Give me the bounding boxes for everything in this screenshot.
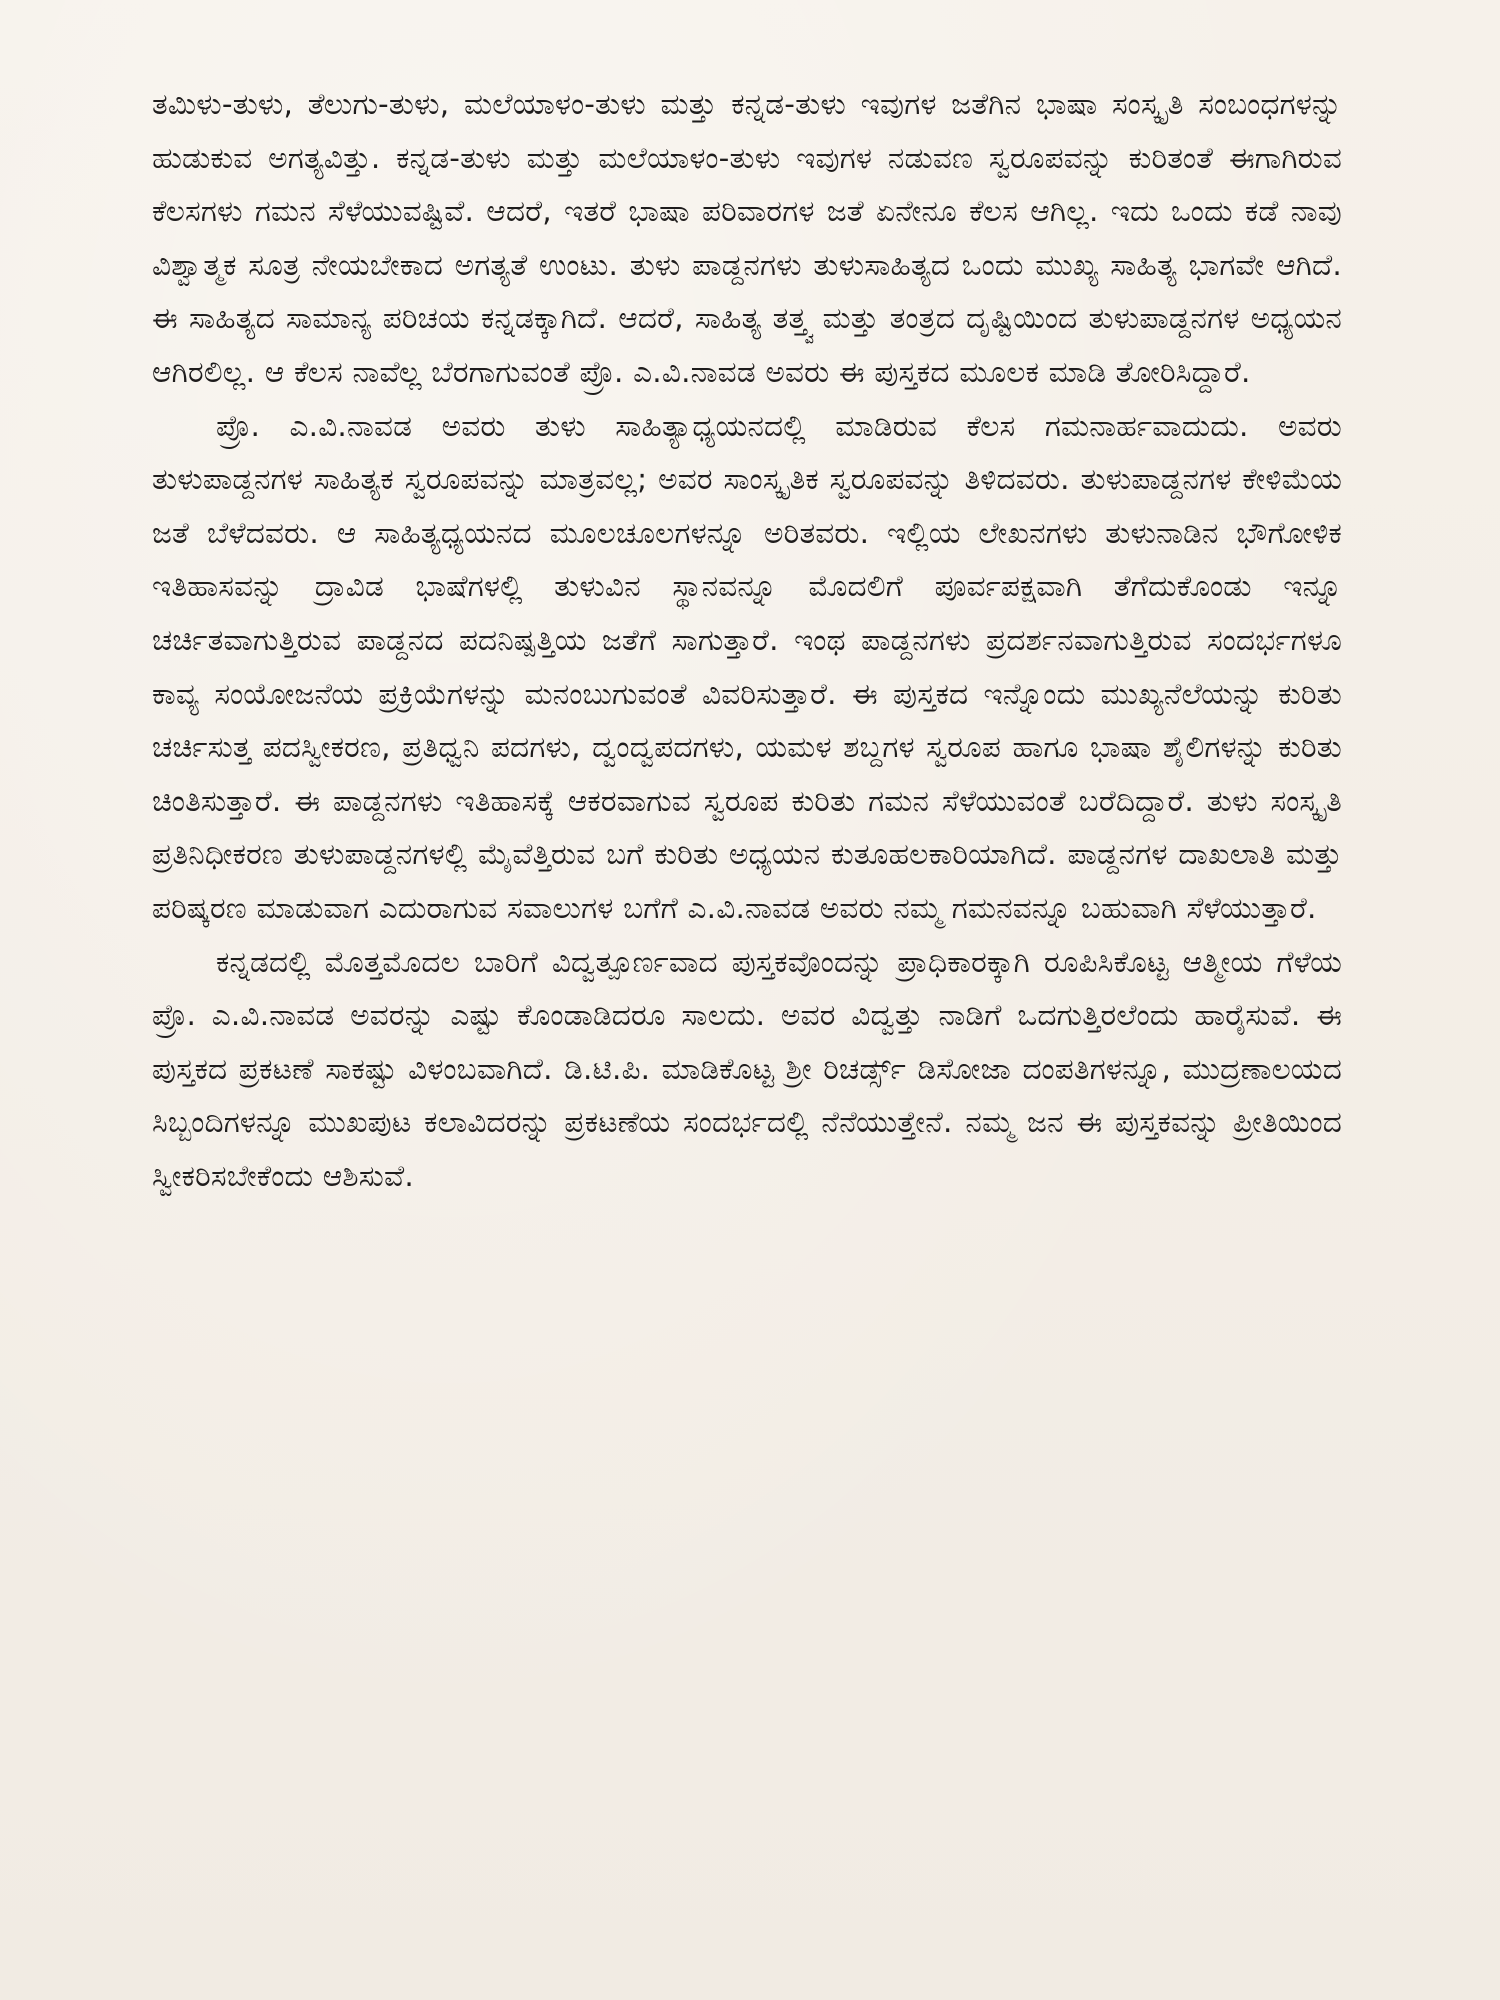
paragraph-3: ಕನ್ನಡದಲ್ಲಿ ಮೊತ್ತಮೊದಲ ಬಾರಿಗೆ ವಿದ್ವತ್ಪೂರ್ಣವಾದ ಪುಸ್ತಕವೊಂದನ್ನು ಪ್ರಾಧಿಕಾರಕ್ಕಾಗಿ ರೂಪಿಸಿಕೊಟ್ಟ ಆತ್ಮೀಯ ಗೆಳೆಯ ಪ್ರೊ. ಎ.ವಿ.ನಾವಡ ಅವರನ್ನು ಎಷ್ಟು ಕೊಂಡಾಡಿದರೂ ಸಾಲದು. ಅವರ ವಿದ್ವತ್ತು ನಾಡಿಗೆ ಒದಗುತ್ತಿರಲೆಂದು ಹಾರೈಸುವೆ. ಈ ಪುಸ್ತಕದ ಪ್ರಕಟಣೆ ಸಾಕಷ್ಟು ವಿಳಂಬವಾಗಿದೆ. ಡಿ.ಟಿ.ಪಿ. ಮಾಡಿಕೊಟ್ಟ ಶ್ರೀ ರಿಚರ್ಡ್ಸ್ ಡಿಸೋಜಾ ದಂಪತಿಗಳನ್ನೂ, ಮುದ್ರಣಾಲಯದ ಸಿಬ್ಬಂದಿಗಳನ್ನೂ ಮುಖಪುಟ ಕಲಾವಿದರನ್ನು ಪ್ರಕಟಣೆಯ ಸಂದರ್ಭದಲ್ಲಿ ನೆನೆಯುತ್ತೇನೆ. ನಮ್ಮ ಜನ ಈ ಪುಸ್ತಕವನ್ನು ಪ್ರೀತಿಯಿಂದ ಸ್ವೀಕರಿಸಬೇಕೆಂದು ಆಶಿಸುವೆ. <box>152 944 1342 1193</box>
paragraph-1: ತಮಿಳು-ತುಳು, ತೆಲುಗು-ತುಳು, ಮಲೆಯಾಳಂ-ತುಳು ಮತ್ತು ಕನ್ನಡ-ತುಳು ಇವುಗಳ ಜತೆಗಿನ ಭಾಷಾ ಸಂಸ್ಕೃತಿ ಸಂಬಂಧಗಳನ್ನು ಹುಡುಕುವ ಅಗತ್ಯವಿತ್ತು. ಕನ್ನಡ-ತುಳು ಮತ್ತು ಮಲೆಯಾಳಂ-ತುಳು ಇವುಗಳ ನಡುವಣ ಸ್ವರೂಪವನ್ನು ಕುರಿತಂತೆ ಈಗಾಗಿರುವ ಕೆಲಸಗಳು ಗಮನ ಸೆಳೆಯುವಷ್ಟಿವೆ. ಆದರೆ, ಇತರೆ ಭಾಷಾ ಪರಿವಾರಗಳ ಜತೆ ಏನೇನೂ ಕೆಲಸ ಆಗಿಲ್ಲ. ಇದು ಒಂದು ಕಡೆ ನಾವು ವಿಶ್ವಾತ್ಮಕ ಸೂತ್ರ ನೇಯಬೇಕಾದ ಅಗತ್ಯತೆ ಉಂಟು. ತುಳು ಪಾಡ್ದನಗಳು ತುಳುಸಾಹಿತ್ಯದ ಒಂದು ಮುಖ್ಯ ಸಾಹಿತ್ಯ ಭಾಗವೇ ಆಗಿದೆ. ಈ ಸಾಹಿತ್ಯದ ಸಾಮಾನ್ಯ ಪರಿಚಯ ಕನ್ನಡಕ್ಕಾಗಿದೆ. ಆದರೆ, ಸಾಹಿತ್ಯ ತತ್ತ್ವ ಮತ್ತು ತಂತ್ರದ ದೃಷ್ಟಿಯಿಂದ ತುಳುಪಾಡ್ದನಗಳ ಅಧ್ಯಯನ ಆಗಿರಲಿಲ್ಲ. ಆ ಕೆಲಸ ನಾವೆಲ್ಲ ಬೆರಗಾಗುವಂತೆ ಪ್ರೊ. ಎ.ವಿ.ನಾವಡ ಅವರು ಈ ಪುಸ್ತಕದ ಮೂಲಕ ಮಾಡಿ ತೋರಿಸಿದ್ದಾರೆ. <box>152 87 1342 389</box>
paragraph-2: ಪ್ರೊ. ಎ.ವಿ.ನಾವಡ ಅವರು ತುಳು ಸಾಹಿತ್ಯಾಧ್ಯಯನದಲ್ಲಿ ಮಾಡಿರುವ ಕೆಲಸ ಗಮನಾರ್ಹವಾದುದು. ಅವರು ತುಳುಪಾಡ್ದನಗಳ ಸಾಹಿತ್ಯಕ ಸ್ವರೂಪವನ್ನು ಮಾತ್ರವಲ್ಲ; ಅವರ ಸಾಂಸ್ಕೃತಿಕ ಸ್ವರೂಪವನ್ನು ತಿಳಿದವರು. ತುಳುಪಾಡ್ದನಗಳ ಕೇಳಿಮೆಯ ಜತೆ ಬೆಳೆದವರು. ಆ ಸಾಹಿತ್ಯಧ್ಯಯನದ ಮೂಲಚೂಲಗಳನ್ನೂ ಅರಿತವರು. ಇಲ್ಲಿಯ ಲೇಖನಗಳು ತುಳುನಾಡಿನ ಭೌಗೋಳಿಕ ಇತಿಹಾಸವನ್ನು ದ್ರಾವಿಡ ಭಾಷೆಗಳಲ್ಲಿ ತುಳುವಿನ ಸ್ಥಾನವನ್ನೂ ಮೊದಲಿಗೆ ಪೂರ್ವಪಕ್ಷವಾಗಿ ತೆಗೆದುಕೊಂಡು ಇನ್ನೂ ಚರ್ಚಿತವಾಗುತ್ತಿರುವ ಪಾಡ್ದನದ ಪದನಿಷ್ಪತ್ತಿಯ ಜತೆಗೆ ಸಾಗುತ್ತಾರೆ. ಇಂಥ ಪಾಡ್ದನಗಳು ಪ್ರದರ್ಶನವಾಗುತ್ತಿರುವ ಸಂದರ್ಭಗಳೂ ಕಾವ್ಯ ಸಂಯೋಜನೆಯ ಪ್ರಕ್ರಿಯೆಗಳನ್ನು ಮನಂಬುಗುವಂತೆ ವಿವರಿಸುತ್ತಾರೆ. ಈ ಪುಸ್ತಕದ ಇನ್ನೊಂದು ಮುಖ್ಯನೆಲೆಯನ್ನು ಕುರಿತು ಚರ್ಚಿಸುತ್ತ ಪದಸ್ವೀಕರಣ, ಪ್ರತಿಧ್ವನಿ ಪದಗಳು, ದ್ವಂದ್ವಪದಗಳು, ಯಮಳ ಶಬ್ದಗಳ ಸ್ವರೂಪ ಹಾಗೂ ಭಾಷಾ ಶೈಲಿಗಳನ್ನು ಕುರಿತು ಚಿಂತಿಸುತ್ತಾರೆ. ಈ ಪಾಡ್ದನಗಳು ಇತಿಹಾಸಕ್ಕೆ ಆಕರವಾಗುವ ಸ್ವರೂಪ ಕುರಿತು ಗಮನ ಸೆಳೆಯುವಂತೆ ಬರೆದಿದ್ದಾರೆ. ತುಳು ಸಂಸ್ಕೃತಿ ಪ್ರತಿನಿಧೀಕರಣ ತುಳುಪಾಡ್ದನಗಳಲ್ಲಿ ಮೈವೆತ್ತಿರುವ ಬಗೆ ಕುರಿತು ಅಧ್ಯಯನ ಕುತೂಹಲಕಾರಿಯಾಗಿದೆ. ಪಾಡ್ದನಗಳ ದಾಖಲಾತಿ ಮತ್ತು ಪರಿಷ್ಕರಣ ಮಾಡುವಾಗ ಎದುರಾಗುವ ಸವಾಲುಗಳ ಬಗೆಗೆ ಎ.ವಿ.ನಾವಡ ಅವರು ನಮ್ಮ ಗಮನವನ್ನೂ ಬಹುವಾಗಿ ಸೆಳೆಯುತ್ತಾರೆ. <box>152 408 1342 925</box>
body-text <box>152 78 1342 1203</box>
